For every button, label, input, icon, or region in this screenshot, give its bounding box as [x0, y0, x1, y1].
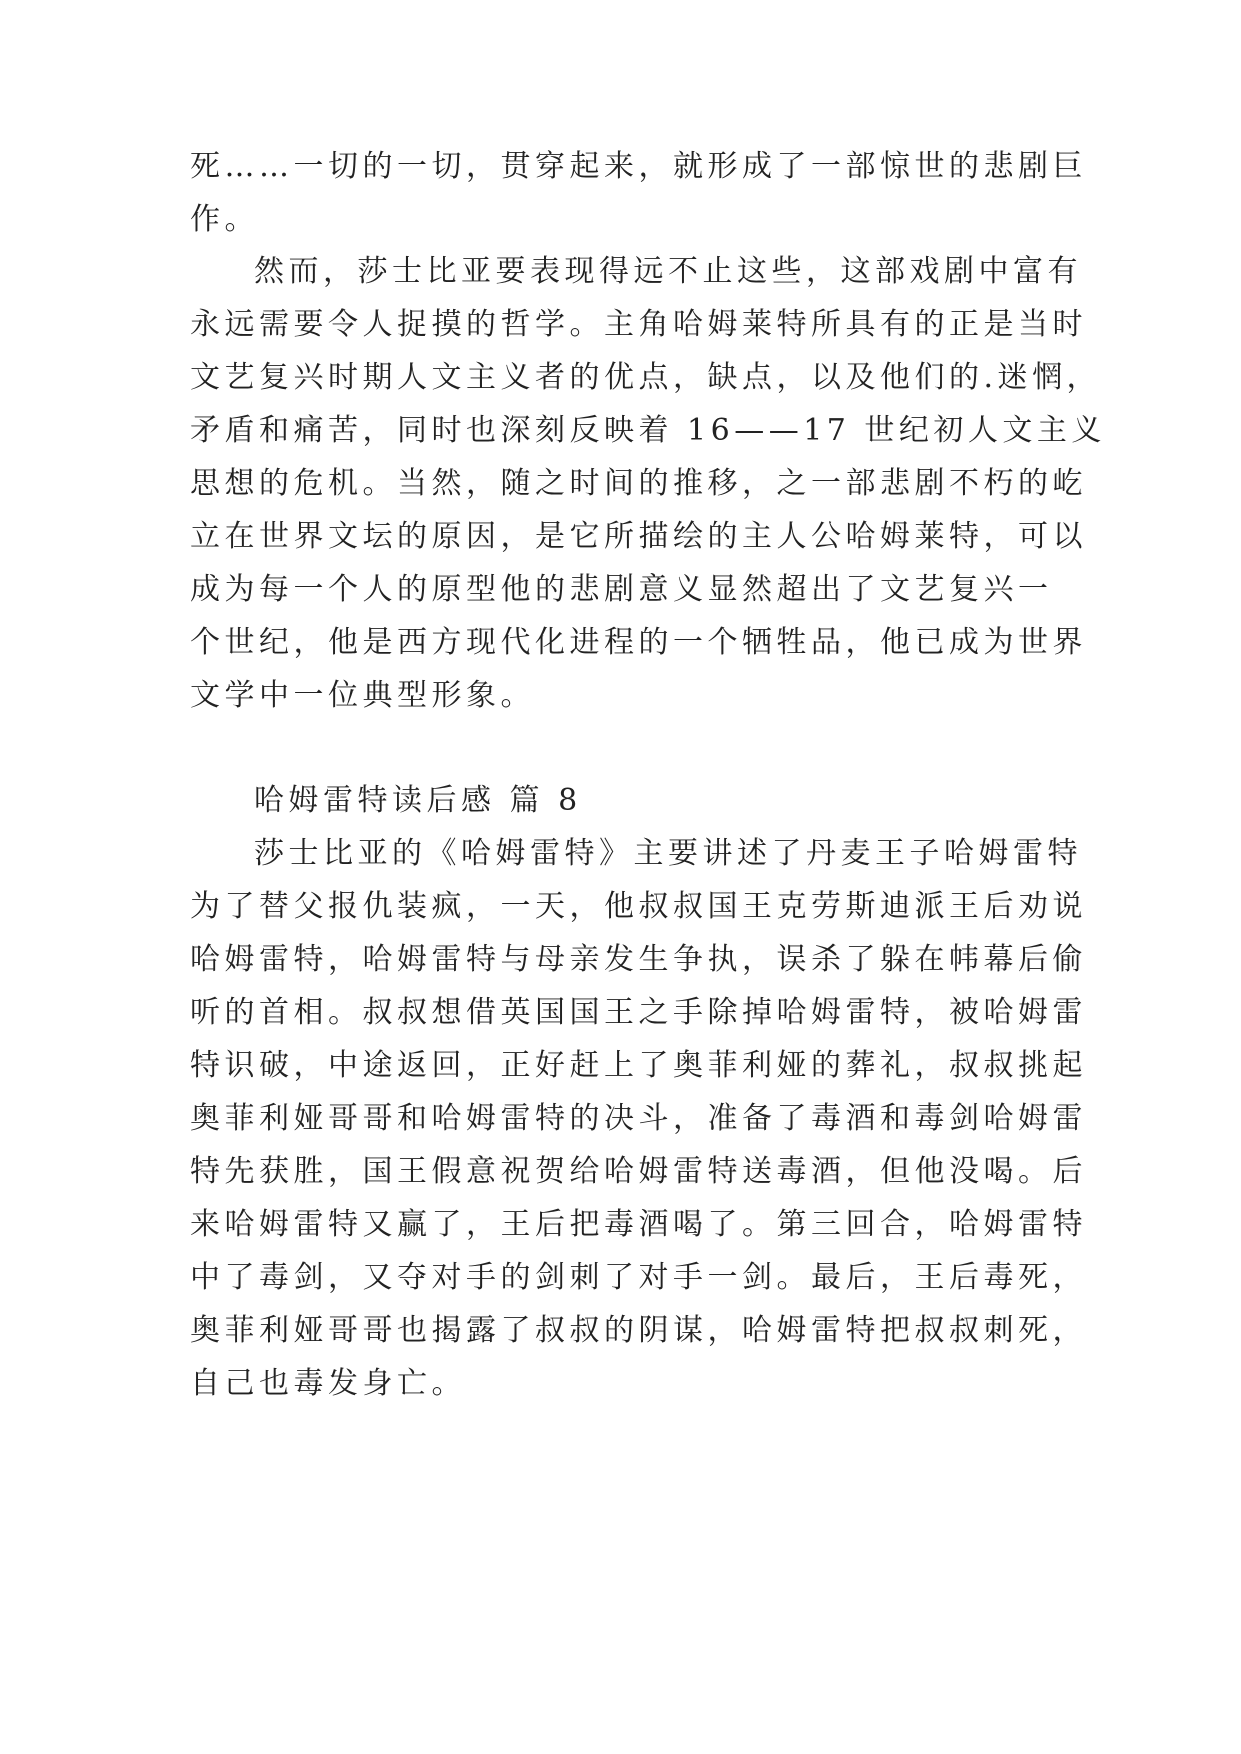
text-line: 听的首相。叔叔想借英国国王之手除掉哈姆雷特，被哈姆雷	[190, 995, 1087, 1030]
text-line: 特识破，中途返回，正好赶上了奥菲利娅的葬礼，叔叔挑起	[190, 1048, 1087, 1083]
text-line: 作。	[190, 202, 259, 237]
text-line: 矛盾和痛苦，同时也深刻反映着 16——17 世纪初人文主义	[190, 413, 1106, 448]
text-line: 文学中一位典型形象。	[190, 678, 535, 713]
text-line: 特先获胜，国王假意祝贺给哈姆雷特送毒酒，但他没喝。后	[190, 1154, 1087, 1189]
text-line: 来哈姆雷特又赢了，王后把毒酒喝了。第三回合，哈姆雷特	[190, 1207, 1087, 1242]
text-line: 奥菲利娅哥哥和哈姆雷特的决斗，准备了毒酒和毒剑哈姆雷	[190, 1101, 1087, 1136]
text-line: 哈姆雷特，哈姆雷特与母亲发生争执，误杀了躲在帏幕后偷	[190, 942, 1087, 977]
text-line: 奥菲利娅哥哥也揭露了叔叔的阴谋，哈姆雷特把叔叔刺死，	[190, 1313, 1087, 1348]
text-line: 立在世界文坛的原因，是它所描绘的主人公哈姆莱特，可以	[190, 519, 1087, 554]
text-line: 死……一切的一切，贯穿起来，就形成了一部惊世的悲剧巨	[190, 149, 1087, 184]
text-line: 为了替父报仇装疯，一天，他叔叔国王克劳斯迪派王后劝说	[190, 889, 1087, 924]
text-line: 个世纪，他是西方现代化进程的一个牺牲品，他已成为世界	[190, 625, 1087, 660]
section-heading: 哈姆雷特读后感 篇 8	[254, 783, 582, 818]
paragraph-start-line: 然而，莎士比亚要表现得远不止这些，这部戏剧中富有	[254, 254, 1082, 289]
text-line: 成为每一个人的原型他的悲剧意义显然超出了文艺复兴一	[190, 572, 1053, 607]
text-line: 自己也毒发身亡。	[190, 1366, 466, 1401]
paragraph-start-line: 莎士比亚的《哈姆雷特》主要讲述了丹麦王子哈姆雷特	[254, 836, 1082, 871]
text-line: 永远需要令人捉摸的哲学。主角哈姆莱特所具有的正是当时	[190, 307, 1087, 342]
text-line: 思想的危机。当然，随之时间的推移，之一部悲剧不朽的屹	[190, 466, 1087, 501]
text-line: 文艺复兴时期人文主义者的优点，缺点，以及他们的.迷惘，	[190, 360, 1102, 395]
text-line: 中了毒剑，又夺对手的剑刺了对手一剑。最后，王后毒死，	[190, 1260, 1087, 1295]
